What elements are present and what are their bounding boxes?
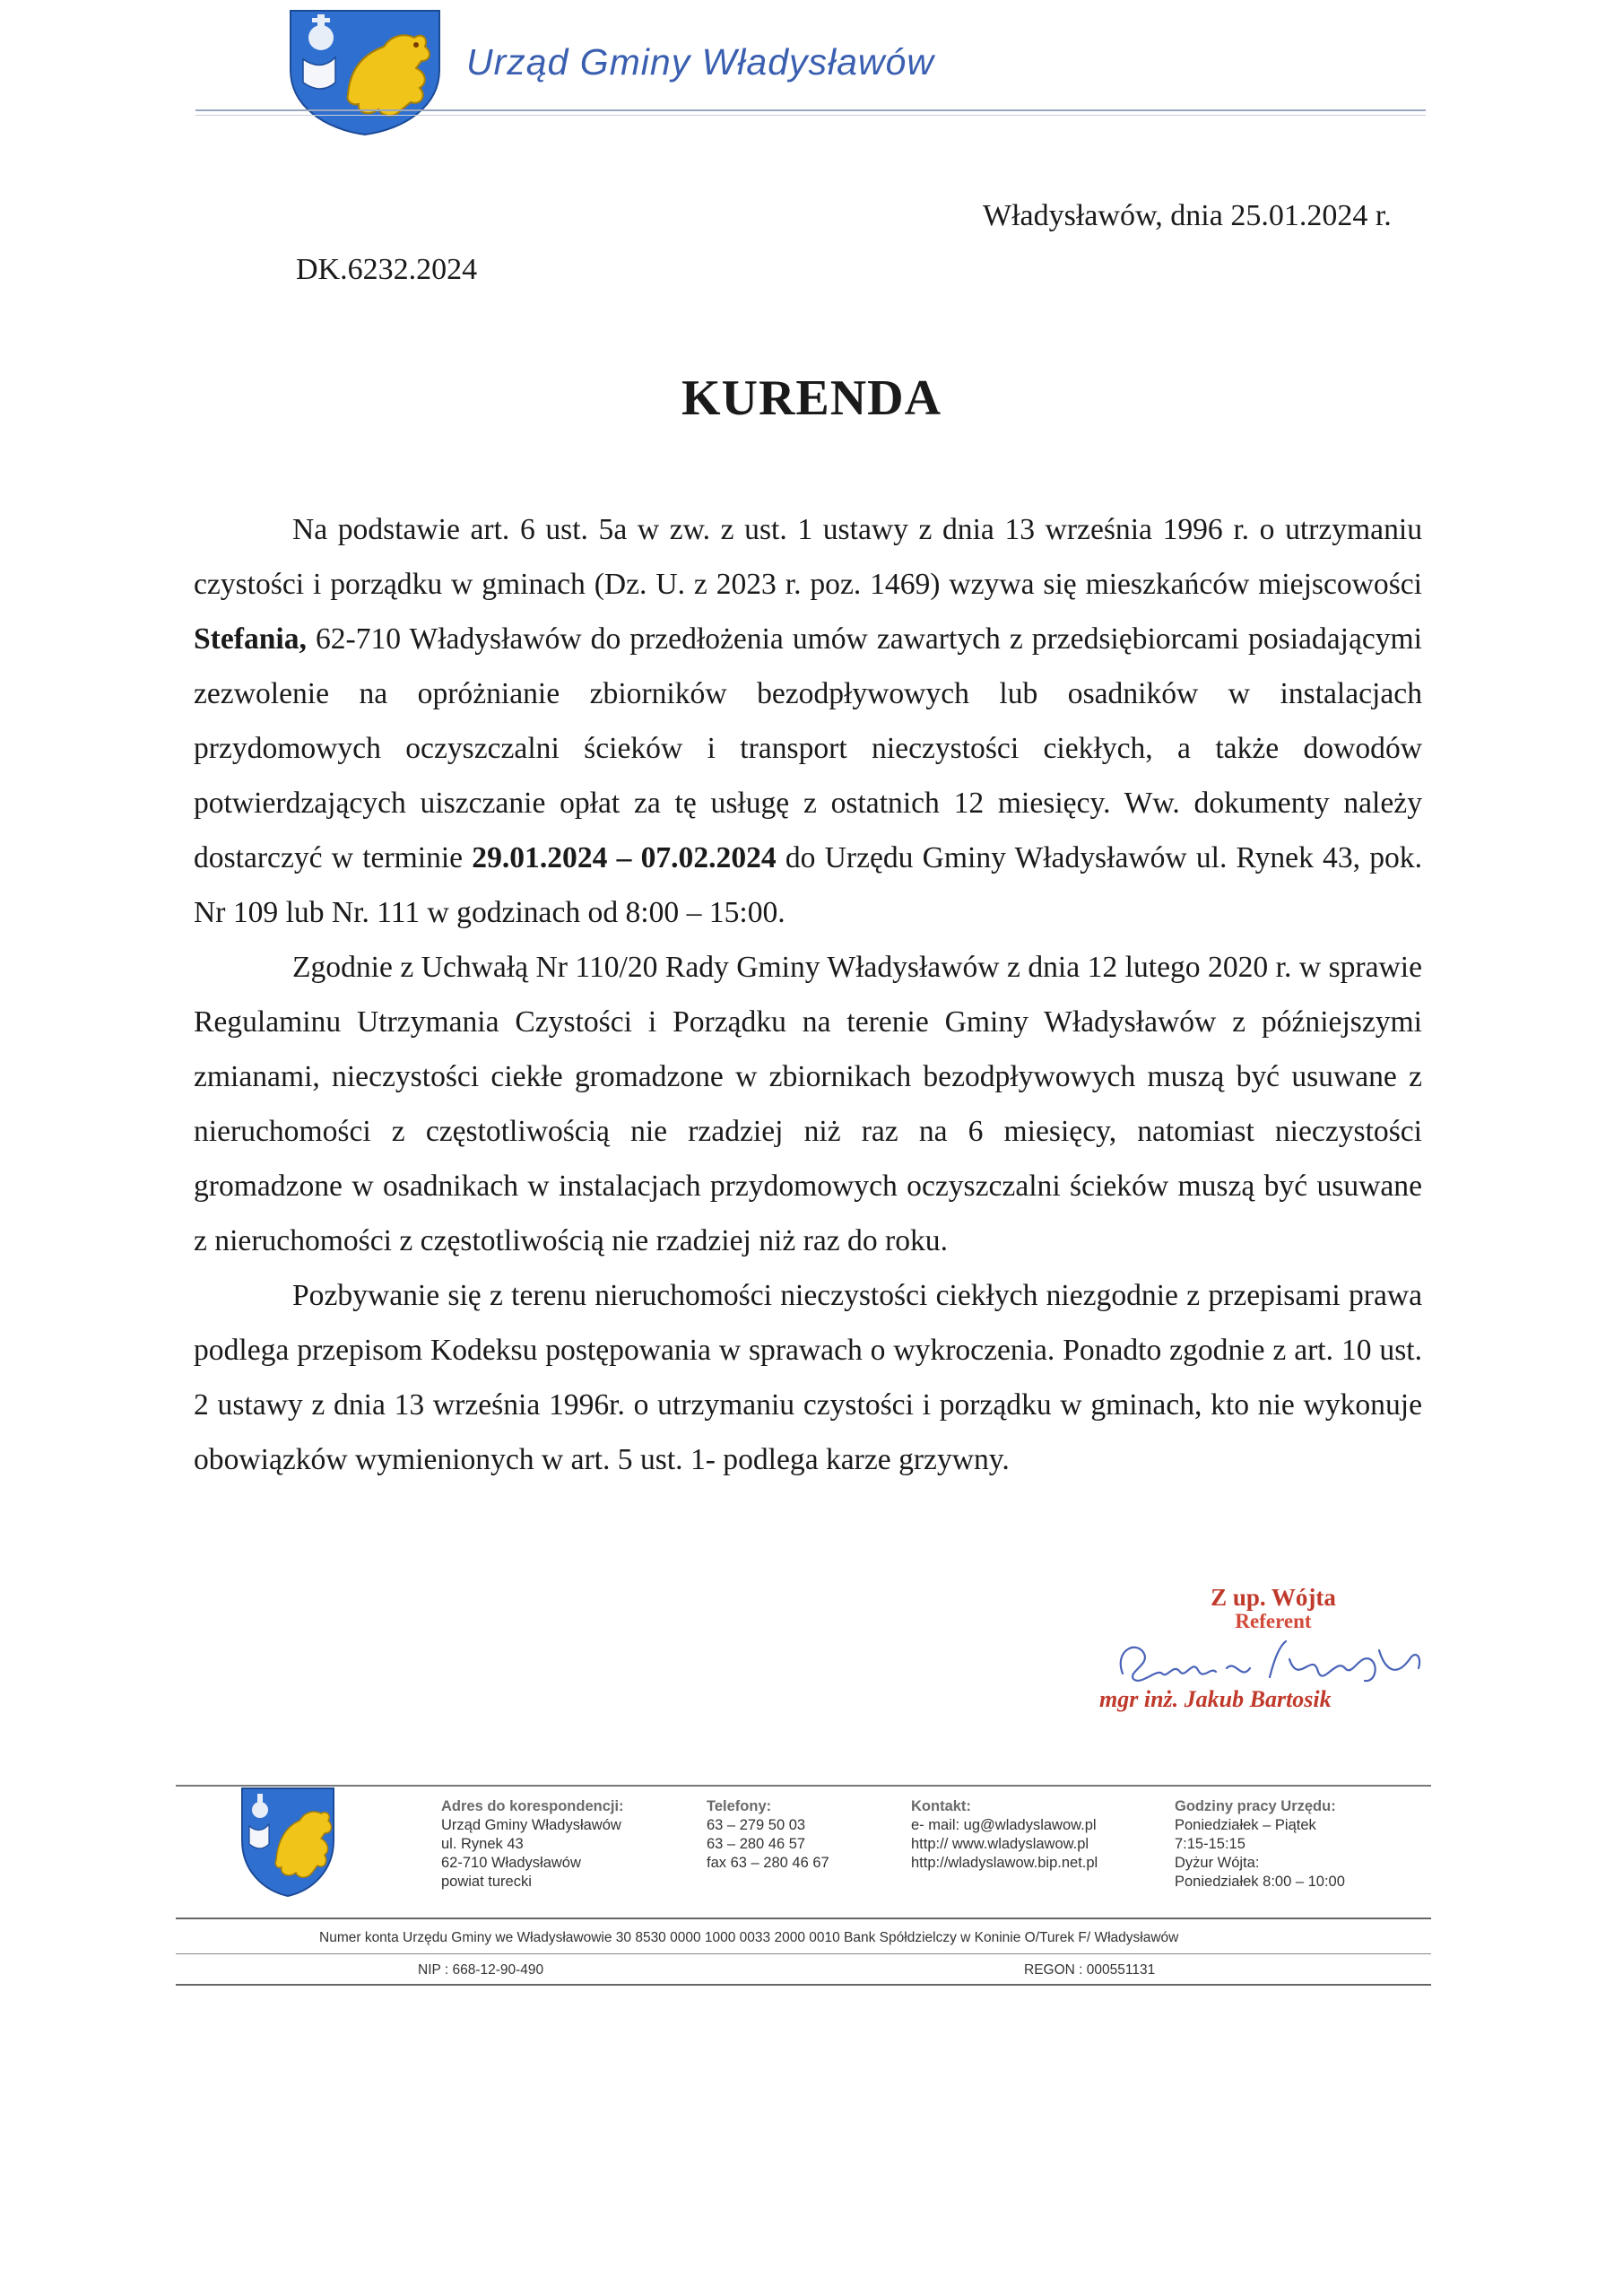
signature-stamp bbox=[1166, 1584, 1381, 1633]
footer-phones-heading: Telefony: bbox=[707, 1798, 772, 1814]
footer-contact bbox=[911, 1797, 1098, 1873]
footer-address bbox=[441, 1797, 624, 1892]
footer-hours-line: Poniedziałek – Piątek bbox=[1175, 1817, 1316, 1833]
paragraph-1-text-b: 62-710 Władysławów do przedłożenia umów zawartych z przedsiębiorcami posiadającymi zezwolenie na opróżnianie zbiorników bezodpływowych lub osadników w instalacjach przydomowych oczyszczalni ścieków i transport nieczystości ciekłych, a także dowodów potwierdzających uiszczanie opłat za tę usługę z ostatnich 12 miesięcy. Ww. dokumenty należy dostarczyć w terminie bbox=[194, 622, 1422, 874]
signature-authority: Z up. Wójta bbox=[1211, 1584, 1336, 1611]
signatory-name: mgr inż. Jakub Bartosik bbox=[1099, 1686, 1332, 1712]
paragraph-1-text-c: do Urzędu Gminy Władysławów ul. Rynek 43, pok. Nr 109 lub Nr. 111 w godzinach od 8:00 – 15:00. bbox=[194, 841, 1422, 929]
paragraph-1-text-a: Na podstawie art. 6 ust. 5a w zw. z ust. 1 ustawy z dnia 13 września 1996 r. o utrzymaniu czystości i porządku w gminach (Dz. U. z 2023 r. poz. 1469) wzywa się mieszkańców miejscowości bbox=[194, 513, 1422, 601]
footer-divider-thin bbox=[176, 1953, 1431, 1954]
footer-address-heading: Adres do korespondencji: bbox=[441, 1798, 624, 1814]
signature-role: Referent bbox=[1235, 1610, 1312, 1632]
letter-body bbox=[194, 502, 1422, 1487]
institution-name: Urząd Gminy Władysławów bbox=[466, 41, 934, 83]
footer-address-line: 62-710 Władysławów bbox=[441, 1855, 581, 1871]
header-divider bbox=[195, 109, 1426, 111]
document-title: KURENDA bbox=[681, 370, 942, 426]
footer-phone-line: 63 – 280 46 57 bbox=[707, 1836, 806, 1852]
header-divider-thin bbox=[195, 115, 1426, 116]
footer-divider-middle bbox=[176, 1918, 1431, 1919]
footer-hours-line: Poniedziałek 8:00 – 10:00 bbox=[1175, 1874, 1345, 1890]
regon-number: REGON : 000551131 bbox=[1024, 1962, 1156, 1978]
footer-fax-line: fax 63 – 280 46 67 bbox=[707, 1855, 829, 1871]
footer-address-line: ul. Rynek 43 bbox=[441, 1836, 524, 1852]
municipal-crest-logo bbox=[285, 5, 445, 136]
paragraph-2: Zgodnie z Uchwałą Nr 110/20 Rady Gminy Władysławów z dnia 12 lutego 2020 r. w sprawie Regulaminu Utrzymania Czystości i Porządku na terenie Gminy Władysławów z późniejszymi zmianami, nieczystości ciekłe gromadzone w zbiornikach bezodpływowych muszą być usuwane z nieruchomości z częstotliwością nie rzadziej niż raz na 6 miesięcy, natomiast nieczystości gromadzone w osadnikach w instalacjach przydomowych oczyszczalni ścieków muszą być usuwane z nieruchomości z częstotliwością nie rzadziej niż raz do roku. bbox=[194, 951, 1422, 1257]
bank-account: Numer konta Urzędu Gminy we Władysławowie 30 8530 0000 1000 0033 2000 0010 Bank Spółdzielczy w Koninie O/Turek F/ Władysławów bbox=[319, 1930, 1179, 1945]
footer-phones bbox=[707, 1797, 829, 1873]
footer-hours-heading: Godziny pracy Urzędu: bbox=[1175, 1798, 1336, 1814]
deadline-range: 29.01.2024 – 07.02.2024 bbox=[472, 841, 777, 874]
place-and-date: Władysławów, dnia 25.01.2024 r. bbox=[983, 199, 1392, 232]
footer-divider-bottom bbox=[176, 1984, 1431, 1986]
paragraph-1 bbox=[194, 502, 1422, 940]
footer-website: http:// www.wladyslawow.pl bbox=[911, 1836, 1089, 1852]
footer-crest-logo bbox=[239, 1785, 337, 1900]
footer-contact-heading: Kontakt: bbox=[911, 1798, 971, 1814]
footer-bip-website: http://wladyslawow.bip.net.pl bbox=[911, 1855, 1098, 1871]
footer-hours-line: 7:15-15:15 bbox=[1175, 1836, 1245, 1852]
footer-hours-line: Dyżur Wójta: bbox=[1175, 1855, 1260, 1871]
reference-number: DK.6232.2024 bbox=[296, 253, 478, 286]
footer-address-line: Urząd Gminy Władysławów bbox=[441, 1817, 621, 1833]
locality-name: Stefania, bbox=[194, 622, 307, 656]
footer-divider-top bbox=[176, 1785, 1431, 1787]
paragraph-3: Pozbywanie się z terenu nieruchomości nieczystości ciekłych niezgodnie z przepisami prawa podlega przepisom Kodeksu postępowania w sprawach o wykroczenia. Ponadto zgodnie z art. 10 ust. 2 ustawy z dnia 13 września 1996r. o utrzymaniu czystości i porządku w gminach, kto nie wykonuje obowiązków wymienionych w art. 5 ust. 1- podlega karze grzywny. bbox=[194, 1279, 1422, 1476]
tax-id-nip: NIP : 668-12-90-490 bbox=[418, 1962, 544, 1978]
footer-address-line: powiat turecki bbox=[441, 1874, 532, 1890]
footer-hours bbox=[1175, 1797, 1345, 1892]
footer-email: e- mail: ug@wladyslawow.pl bbox=[911, 1817, 1097, 1833]
footer-phone-line: 63 – 279 50 03 bbox=[707, 1817, 806, 1833]
